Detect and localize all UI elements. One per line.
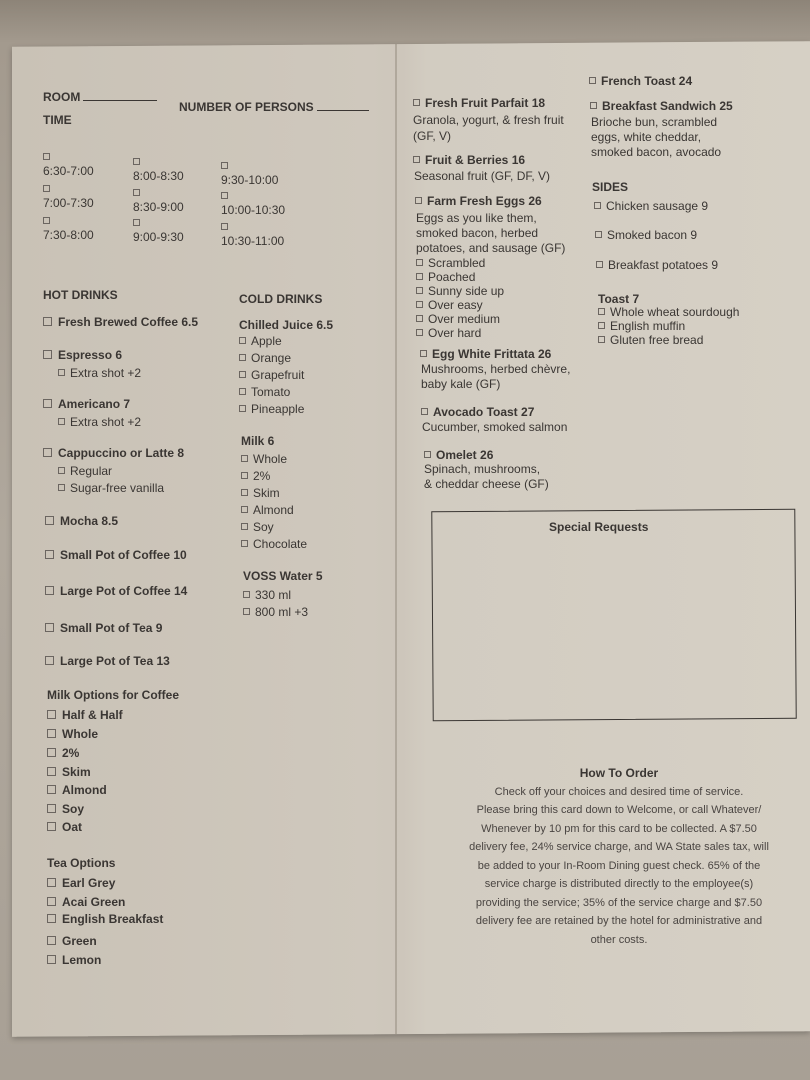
checkbox-icon <box>241 489 248 496</box>
checkbox-icon <box>239 371 246 378</box>
egg-style[interactable] <box>416 284 504 298</box>
checkbox-icon <box>43 448 52 457</box>
water-option[interactable] <box>243 605 308 619</box>
time-slot-1[interactable] <box>43 150 94 178</box>
hot-item-large-coffee[interactable] <box>45 584 187 598</box>
milk-choice[interactable] <box>241 452 287 466</box>
eggs-desc-3: potatoes, and sausage (GF) <box>416 241 566 255</box>
milk-option[interactable] <box>47 820 82 834</box>
time-label: TIME <box>43 113 72 127</box>
hot-item-americano-extra[interactable] <box>58 415 141 429</box>
toast-title: Toast 7 <box>598 292 640 306</box>
checkbox-icon <box>221 192 228 199</box>
checkbox-icon <box>590 102 597 109</box>
milk-option[interactable] <box>47 746 79 760</box>
parfait-item[interactable] <box>413 96 545 110</box>
milk-option[interactable] <box>47 727 98 741</box>
toast-option[interactable] <box>598 333 703 347</box>
eggs-desc: Eggs as you like them, <box>416 211 537 225</box>
item-label: Green <box>62 934 97 948</box>
how-to-order <box>432 764 806 949</box>
item-label: Whole <box>62 727 98 741</box>
egg-style[interactable] <box>416 256 485 270</box>
checkbox-icon <box>221 162 228 169</box>
time-slot-label: 9:30-10:00 <box>221 173 279 187</box>
item-title: Fruit & Berries 16 <box>425 153 526 167</box>
checkbox-icon <box>416 301 423 308</box>
checkbox-icon <box>241 455 248 462</box>
checkbox-icon <box>47 955 56 964</box>
checkbox-icon <box>239 354 246 361</box>
tea-option[interactable] <box>47 895 125 909</box>
how-to-order-title: How To Order <box>579 766 659 780</box>
checkbox-icon <box>43 317 52 326</box>
persons-field[interactable] <box>179 100 369 114</box>
tea-option[interactable] <box>47 953 101 967</box>
checkbox-icon <box>58 484 65 491</box>
special-requests-box[interactable] <box>431 509 796 722</box>
water-title: VOSS Water 5 <box>243 569 323 583</box>
milk-option[interactable] <box>47 708 123 722</box>
item-label: English Breakfast <box>62 912 164 926</box>
checkbox-icon <box>47 822 56 831</box>
checkbox-icon <box>243 591 250 598</box>
item-title: Omelet 26 <box>436 448 494 462</box>
item-label: 800 ml +3 <box>255 605 309 619</box>
item-label: English muffin <box>610 319 686 333</box>
toast-option[interactable] <box>598 319 685 333</box>
checkbox-icon <box>133 219 140 226</box>
tea-options-title: Tea Options <box>47 856 116 870</box>
checkbox-icon <box>45 550 54 559</box>
item-label: Over hard <box>428 326 482 340</box>
side-item[interactable] <box>595 228 697 242</box>
tea-option[interactable] <box>47 912 163 926</box>
item-label: Poached <box>428 270 476 284</box>
checkbox-icon <box>416 259 423 266</box>
item-label: Over easy <box>428 298 483 312</box>
tea-option[interactable] <box>47 876 115 890</box>
item-label: Espresso 6 <box>58 348 123 362</box>
item-label: Small Pot of Tea 9 <box>60 621 163 635</box>
item-title: Breakfast Sandwich 25 <box>602 99 733 113</box>
item-label: Mocha 8.5 <box>60 514 119 528</box>
checkbox-icon <box>133 158 140 165</box>
how-to-order-line: other costs. <box>590 933 648 946</box>
card-fold <box>395 44 397 1034</box>
time-slot-label: 7:00-7:30 <box>43 196 94 210</box>
item-label: Grapefruit <box>251 368 305 382</box>
hot-item-large-tea[interactable] <box>45 654 170 668</box>
sandwich-desc: Brioche bun, scrambled <box>591 115 718 129</box>
persons-line <box>317 110 369 111</box>
milk-choice[interactable] <box>241 520 274 534</box>
item-label: Sunny side up <box>428 284 505 298</box>
item-label: Almond <box>62 783 107 797</box>
milk-option[interactable] <box>47 765 91 779</box>
sandwich-item[interactable] <box>590 99 733 113</box>
egg-style[interactable] <box>416 298 483 312</box>
milk-option[interactable] <box>47 802 84 816</box>
berries-desc: Seasonal fruit (GF, DF, V) <box>414 169 551 183</box>
checkbox-icon <box>416 315 423 322</box>
juice-option[interactable] <box>239 351 291 365</box>
checkbox-icon <box>413 156 420 163</box>
checkbox-icon <box>47 936 56 945</box>
milk-choice[interactable] <box>241 503 294 517</box>
item-label: Skim <box>62 765 91 779</box>
time-slot-8[interactable] <box>221 189 285 217</box>
item-label: Soy <box>62 802 85 816</box>
item-label: Cappuccino or Latte 8 <box>58 446 185 460</box>
frittata-desc: Mushrooms, herbed chèvre, <box>421 362 571 376</box>
time-slot-4[interactable] <box>133 155 184 183</box>
how-to-order-line: providing the service; 35% of the service charge and $7.50 <box>475 896 763 909</box>
item-label: Skim <box>253 486 280 500</box>
checkbox-icon <box>239 388 246 395</box>
hot-item-small-tea[interactable] <box>45 621 162 635</box>
juice-option[interactable] <box>239 368 304 382</box>
water-option[interactable] <box>243 588 291 602</box>
checkbox-icon <box>598 308 605 315</box>
parfait-desc: Granola, yogurt, & fresh fruit <box>413 113 564 127</box>
how-to-order-line: service charge is distributed directly to the employee(s) <box>484 878 754 890</box>
checkbox-icon <box>239 337 246 344</box>
item-label: Tomato <box>251 385 291 399</box>
hot-item-small-coffee[interactable] <box>45 548 187 562</box>
time-slot-label: 8:30-9:00 <box>133 200 184 214</box>
hot-item-espresso[interactable] <box>43 348 122 362</box>
checkbox-icon <box>421 408 428 415</box>
avocado-desc: Cucumber, smoked salmon <box>422 420 568 434</box>
time-slot-5[interactable] <box>133 186 184 214</box>
item-label: Pineapple <box>251 402 305 416</box>
item-title: Farm Fresh Eggs 26 <box>427 194 542 208</box>
juice-option[interactable] <box>239 334 282 348</box>
egg-style[interactable] <box>416 312 500 326</box>
time-slot-label: 7:30-8:00 <box>43 228 94 242</box>
special-requests-title: Special Requests <box>549 520 649 534</box>
checkbox-icon <box>420 350 427 357</box>
hot-item-cappuccino[interactable] <box>43 446 184 460</box>
item-label: Soy <box>253 520 274 534</box>
side-item[interactable] <box>596 258 718 272</box>
checkbox-icon <box>416 329 423 336</box>
item-label: Breakfast potatoes 9 <box>608 258 719 272</box>
item-title: Egg White Frittata 26 <box>432 347 552 361</box>
omelet-desc-2: & cheddar cheese (GF) <box>424 477 549 491</box>
hot-item-espresso-extra[interactable] <box>58 366 141 380</box>
item-label: Extra shot +2 <box>70 415 142 429</box>
juice-option[interactable] <box>239 385 290 399</box>
hot-item-coffee[interactable] <box>43 315 198 329</box>
frittata-desc-2: baby kale (GF) <box>421 377 501 391</box>
checkbox-icon <box>595 231 602 238</box>
item-label: Large Pot of Coffee 14 <box>60 584 188 598</box>
room-label: ROOM <box>43 90 81 104</box>
milk-choice[interactable] <box>241 469 270 483</box>
checkbox-icon <box>241 540 248 547</box>
item-label: Chicken sausage 9 <box>606 199 709 213</box>
checkbox-icon <box>47 748 56 757</box>
sandwich-desc-2: eggs, white cheddar, <box>591 130 702 144</box>
checkbox-icon <box>43 217 50 224</box>
time-slot-3[interactable] <box>43 214 94 242</box>
room-line <box>83 100 157 101</box>
cold-drinks-title: COLD DRINKS <box>239 292 323 306</box>
hot-item-mocha[interactable] <box>45 514 118 528</box>
hot-item-regular[interactable] <box>58 464 112 478</box>
checkbox-icon <box>241 472 248 479</box>
checkbox-icon <box>241 506 248 513</box>
item-label: Americano 7 <box>58 397 131 411</box>
checkbox-icon <box>47 767 56 776</box>
checkbox-icon <box>45 586 54 595</box>
how-to-order-line: delivery fee are retained by the hotel for administrative and <box>475 915 763 927</box>
hot-item-americano[interactable] <box>43 397 130 411</box>
time-slot-label: 10:30-11:00 <box>221 234 285 248</box>
milk-title: Milk 6 <box>241 434 275 448</box>
checkbox-icon <box>47 897 56 906</box>
milk-choice[interactable] <box>241 537 307 551</box>
item-label: Gluten free bread <box>610 333 704 347</box>
item-title: Fresh Fruit Parfait 18 <box>425 96 546 110</box>
item-label: 2% <box>62 746 80 760</box>
checkbox-icon <box>241 523 248 530</box>
checkbox-icon <box>58 418 65 425</box>
time-slot-label: 9:00-9:30 <box>133 230 184 244</box>
checkbox-icon <box>424 451 431 458</box>
how-to-order-line: delivery fee, 24% service charge, and WA State sales tax, will <box>469 841 769 853</box>
item-label: Extra shot +2 <box>70 366 142 380</box>
checkbox-icon <box>43 399 52 408</box>
sides-title: SIDES <box>592 180 629 194</box>
item-label: Lemon <box>62 953 102 967</box>
how-to-order-line: Please bring this card down to Welcome, or call Whatever/ <box>476 804 762 816</box>
item-title: French Toast 24 <box>601 74 693 88</box>
hot-drinks-title: HOT DRINKS <box>43 288 118 302</box>
item-label: Apple <box>251 334 282 348</box>
frittata-item[interactable] <box>420 347 551 361</box>
checkbox-icon <box>594 202 601 209</box>
item-label: Earl Grey <box>62 876 116 890</box>
time-slot-label: 8:00-8:30 <box>133 169 184 183</box>
item-label: Large Pot of Tea 13 <box>60 654 170 668</box>
item-label: Chocolate <box>253 537 308 551</box>
berries-item[interactable] <box>413 153 525 167</box>
persons-label: NUMBER OF PERSONS <box>179 100 314 114</box>
eggs-item[interactable] <box>415 194 542 208</box>
item-label: Half & Half <box>62 708 123 722</box>
room-field[interactable] <box>43 90 157 104</box>
checkbox-icon <box>413 99 420 106</box>
parfait-desc-2: (GF, V) <box>413 129 451 143</box>
item-label: Whole <box>253 452 288 466</box>
checkbox-icon <box>58 369 65 376</box>
sandwich-desc-3: smoked bacon, avocado <box>591 145 722 159</box>
milk-option[interactable] <box>47 783 107 797</box>
checkbox-icon <box>416 273 423 280</box>
time-slot-7[interactable] <box>221 159 278 187</box>
checkbox-icon <box>47 804 56 813</box>
checkbox-icon <box>45 623 54 632</box>
checkbox-icon <box>133 189 140 196</box>
checkbox-icon <box>47 914 56 923</box>
how-to-order-line: Whenever by 10 pm for this card to be collected. A $7.50 <box>481 822 757 835</box>
checkbox-icon <box>598 336 605 343</box>
time-slot-2[interactable] <box>43 182 94 210</box>
omelet-desc: Spinach, mushrooms, <box>424 462 541 476</box>
checkbox-icon <box>415 197 422 204</box>
egg-style[interactable] <box>416 270 475 284</box>
checkbox-icon <box>45 516 54 525</box>
checkbox-icon <box>221 223 228 230</box>
hot-item-sugarfree[interactable] <box>58 481 164 495</box>
side-item[interactable] <box>594 199 708 213</box>
item-label: Almond <box>253 503 294 517</box>
item-label: Orange <box>251 351 292 365</box>
checkbox-icon <box>596 261 603 268</box>
checkbox-icon <box>589 77 596 84</box>
item-label: Over medium <box>428 312 501 326</box>
checkbox-icon <box>43 185 50 192</box>
juice-title: Chilled Juice 6.5 <box>239 318 334 332</box>
avocado-item[interactable] <box>421 405 534 419</box>
time-slot-9[interactable] <box>221 220 284 248</box>
item-label: Acai Green <box>62 895 126 909</box>
tea-option[interactable] <box>47 934 97 948</box>
checkbox-icon <box>47 785 56 794</box>
checkbox-icon <box>43 350 52 359</box>
egg-style[interactable] <box>416 326 481 340</box>
how-to-order-line: Check off your choices and desired time of service. <box>494 785 744 798</box>
item-label: Sugar-free vanilla <box>70 481 165 495</box>
item-label: Fresh Brewed Coffee 6.5 <box>58 315 199 329</box>
item-label: Small Pot of Coffee 10 <box>60 548 187 562</box>
milk-choice[interactable] <box>241 486 280 500</box>
checkbox-icon <box>43 153 50 160</box>
item-label: Whole wheat sourdough <box>610 305 740 319</box>
omelet-item[interactable] <box>424 448 493 462</box>
checkbox-icon <box>47 878 56 887</box>
item-label: 330 ml <box>255 588 292 602</box>
checkbox-icon <box>598 322 605 329</box>
how-to-order-line: be added to your In-Room Dining guest check. 65% of the <box>477 859 761 872</box>
time-slot-label: 10:00-10:30 <box>221 203 286 217</box>
item-label: 2% <box>253 469 271 483</box>
checkbox-icon <box>239 405 246 412</box>
item-label: Regular <box>70 464 113 478</box>
item-label: Smoked bacon 9 <box>607 228 698 242</box>
item-label: Scrambled <box>428 256 486 270</box>
milk-options-title: Milk Options for Coffee <box>47 688 179 702</box>
time-slot-6[interactable] <box>133 216 184 244</box>
eggs-desc-2: smoked bacon, herbed <box>416 226 539 240</box>
item-title: Avocado Toast 27 <box>433 405 535 419</box>
checkbox-icon <box>47 729 56 738</box>
checkbox-icon <box>45 656 54 665</box>
toast-option[interactable] <box>598 305 739 319</box>
checkbox-icon <box>58 467 65 474</box>
checkbox-icon <box>47 710 56 719</box>
french-toast-item[interactable] <box>589 74 692 88</box>
time-slot-label: 6:30-7:00 <box>43 164 94 178</box>
checkbox-icon <box>416 287 423 294</box>
item-label: Oat <box>62 820 83 834</box>
checkbox-icon <box>243 608 250 615</box>
juice-option[interactable] <box>239 402 304 416</box>
